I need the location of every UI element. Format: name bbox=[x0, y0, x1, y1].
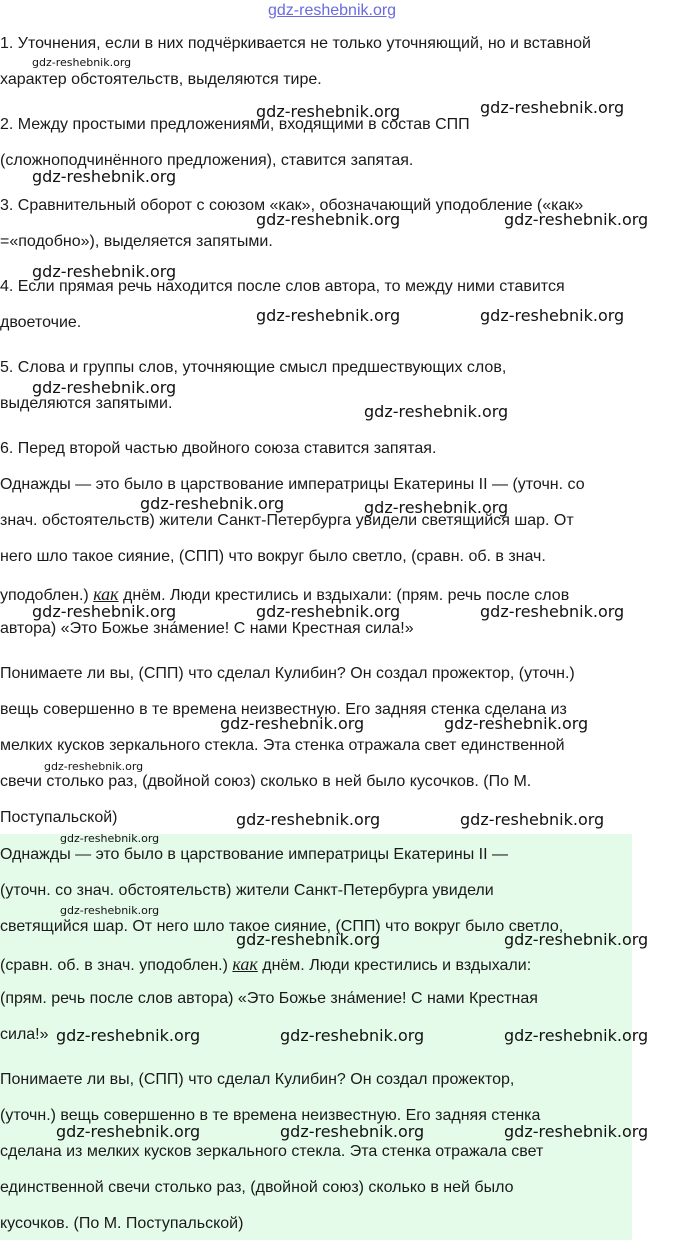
watermark: gdz-reshebnik.org bbox=[32, 167, 177, 186]
text2-p1-line-6: сила!» bbox=[0, 1026, 49, 1043]
text2-p1-line-2: (уточн. со знач. обстоятельств) жители Санкт-Петербурга увидели bbox=[0, 882, 494, 899]
rule-6-line-1: 6. Перед второй частью двойного союза ставится запятая. bbox=[0, 440, 437, 457]
watermark: gdz-reshebnik.org bbox=[56, 1026, 201, 1045]
watermark: gdz-reshebnik.org bbox=[220, 714, 365, 733]
watermark: gdz-reshebnik.org bbox=[460, 810, 605, 829]
watermark: gdz-reshebnik.org bbox=[364, 498, 509, 517]
kak-word: как bbox=[232, 954, 258, 974]
text1-p2-line-5: Поступальской) bbox=[0, 809, 118, 826]
text1-p2-line-1: Понимаете ли вы, (СПП) что сделал Кулибин? Он создал прожектор, (уточн.) bbox=[0, 665, 575, 682]
watermark: gdz-reshebnik.org bbox=[280, 1026, 425, 1045]
watermark: gdz-reshebnik.org bbox=[32, 262, 177, 281]
watermark: gdz-reshebnik.org bbox=[32, 378, 177, 397]
watermark: gdz-reshebnik.org bbox=[60, 832, 160, 845]
text2-p2-line-5: кусочков. (По М. Поступальской) bbox=[0, 1215, 244, 1232]
text1-p2-line-3: мелких кусков зеркального стекла. Эта стенка отражала свет единственной bbox=[0, 737, 565, 754]
text2-p2-line-1: Понимаете ли вы, (СПП) что сделал Кулибин? Он создал прожектор, bbox=[0, 1071, 515, 1088]
text2-p1-line-5: (прям. речь после слов автора) «Это Божье зна́мение! С нами Крестная bbox=[0, 990, 538, 1007]
watermark: gdz-reshebnik.org bbox=[56, 1122, 201, 1141]
site-header-link[interactable]: gdz-reshebnik.org bbox=[268, 2, 397, 19]
rule-1-line-1: 1. Уточнения, если в них подчёркивается не только уточняющий, но и вставной bbox=[0, 35, 591, 52]
kak-word: как bbox=[93, 584, 119, 604]
text1-p2-line-2: вещь совершенно в те времена неизвестную. Его задняя стенка сделана из bbox=[0, 701, 567, 718]
text2-p1-line-3: светящийся шар. От него шло такое сияние, (СПП) что вокруг было светло, bbox=[0, 918, 564, 935]
watermark: gdz-reshebnik.org bbox=[504, 210, 649, 229]
watermark: gdz-reshebnik.org bbox=[280, 1122, 425, 1141]
text2-p2-line-4: единственной свечи столько раз, (двойной союз) сколько в ней было bbox=[0, 1179, 514, 1196]
rule-2-line-1: 2. Между простыми предложениями, входящими в состав СПП bbox=[0, 116, 470, 133]
watermark: gdz-reshebnik.org bbox=[480, 602, 625, 621]
watermark: gdz-reshebnik.org bbox=[256, 210, 401, 229]
watermark: gdz-reshebnik.org bbox=[32, 56, 132, 69]
watermark: gdz-reshebnik.org bbox=[256, 102, 401, 121]
rule-5-line-2: выделяются запятыми. bbox=[0, 395, 173, 412]
watermark: gdz-reshebnik.org bbox=[444, 714, 589, 733]
watermark: gdz-reshebnik.org bbox=[504, 930, 649, 949]
watermark: gdz-reshebnik.org bbox=[504, 1122, 649, 1141]
rule-2-line-2: (сложноподчинённого предложения), ставится запятая. bbox=[0, 152, 414, 169]
text1-p1-line-1: Однажды — это было в царствование императрицы Екатерины II — (уточн. со bbox=[0, 476, 585, 493]
watermark: gdz-reshebnik.org bbox=[256, 602, 401, 621]
text2-p2-line-2: (уточн.) вещь совершенно в те времена неизвестную. Его задняя стенка bbox=[0, 1107, 541, 1124]
rule-4-line-1: 4. Если прямая речь находится после слов автора, то между ними ставится bbox=[0, 278, 565, 295]
text1-p1-line-2: знач. обстоятельств) жители Санкт-Петербурга увидели светящийся шар. От bbox=[0, 512, 574, 529]
line-text: уподоблен.) bbox=[0, 587, 94, 604]
text2-p1-line-4 bbox=[0, 954, 531, 975]
rule-1-line-2: характер обстоятельств, выделяются тире. bbox=[0, 71, 322, 88]
watermark: gdz-reshebnik.org bbox=[504, 1026, 649, 1045]
text2-p1-line-1: Однажды — это было в царствование императрицы Екатерины II — bbox=[0, 846, 508, 863]
rule-3-line-1: 3. Сравнительный оборот с союзом «как», обозначающий уподобление («как» bbox=[0, 197, 584, 214]
watermark: gdz-reshebnik.org bbox=[32, 602, 177, 621]
rule-5-line-1: 5. Слова и группы слов, уточняющие смысл предшествующих слов, bbox=[0, 359, 507, 376]
watermark: gdz-reshebnik.org bbox=[256, 306, 401, 325]
watermark: gdz-reshebnik.org bbox=[364, 402, 509, 421]
text1-p2-line-4: свечи столько раз, (двойной союз) сколько в ней было кусочков. (По М. bbox=[0, 773, 532, 790]
line-text: днём. Люди крестились и вздыхали: (прям. речь после слов bbox=[118, 587, 570, 604]
watermark: gdz-reshebnik.org bbox=[236, 930, 381, 949]
text1-p1-line-5: автора) «Это Божье зна́мение! С нами Крестная сила!» bbox=[0, 620, 414, 637]
text2-p2-line-3: сделана из мелких кусков зеркального стекла. Эта стенка отражала свет bbox=[0, 1143, 544, 1160]
line-text: (сравн. об. в знач. уподоблен.) bbox=[0, 957, 233, 974]
watermark: gdz-reshebnik.org bbox=[480, 98, 625, 117]
rule-4-line-2: двоеточие. bbox=[0, 314, 82, 331]
rule-3-line-2: =«подобно»), выделяется запятыми. bbox=[0, 233, 273, 250]
watermark: gdz-reshebnik.org bbox=[140, 494, 285, 513]
watermark: gdz-reshebnik.org bbox=[60, 904, 160, 917]
text1-p1-line-3: него шло такое сияние, (СПП) что вокруг было светло, (сравн. об. в знач. bbox=[0, 548, 546, 565]
watermark: gdz-reshebnik.org bbox=[480, 306, 625, 325]
line-text: днём. Люди крестились и вздыхали: bbox=[257, 957, 532, 974]
watermark: gdz-reshebnik.org bbox=[44, 760, 144, 773]
watermark: gdz-reshebnik.org bbox=[236, 810, 381, 829]
